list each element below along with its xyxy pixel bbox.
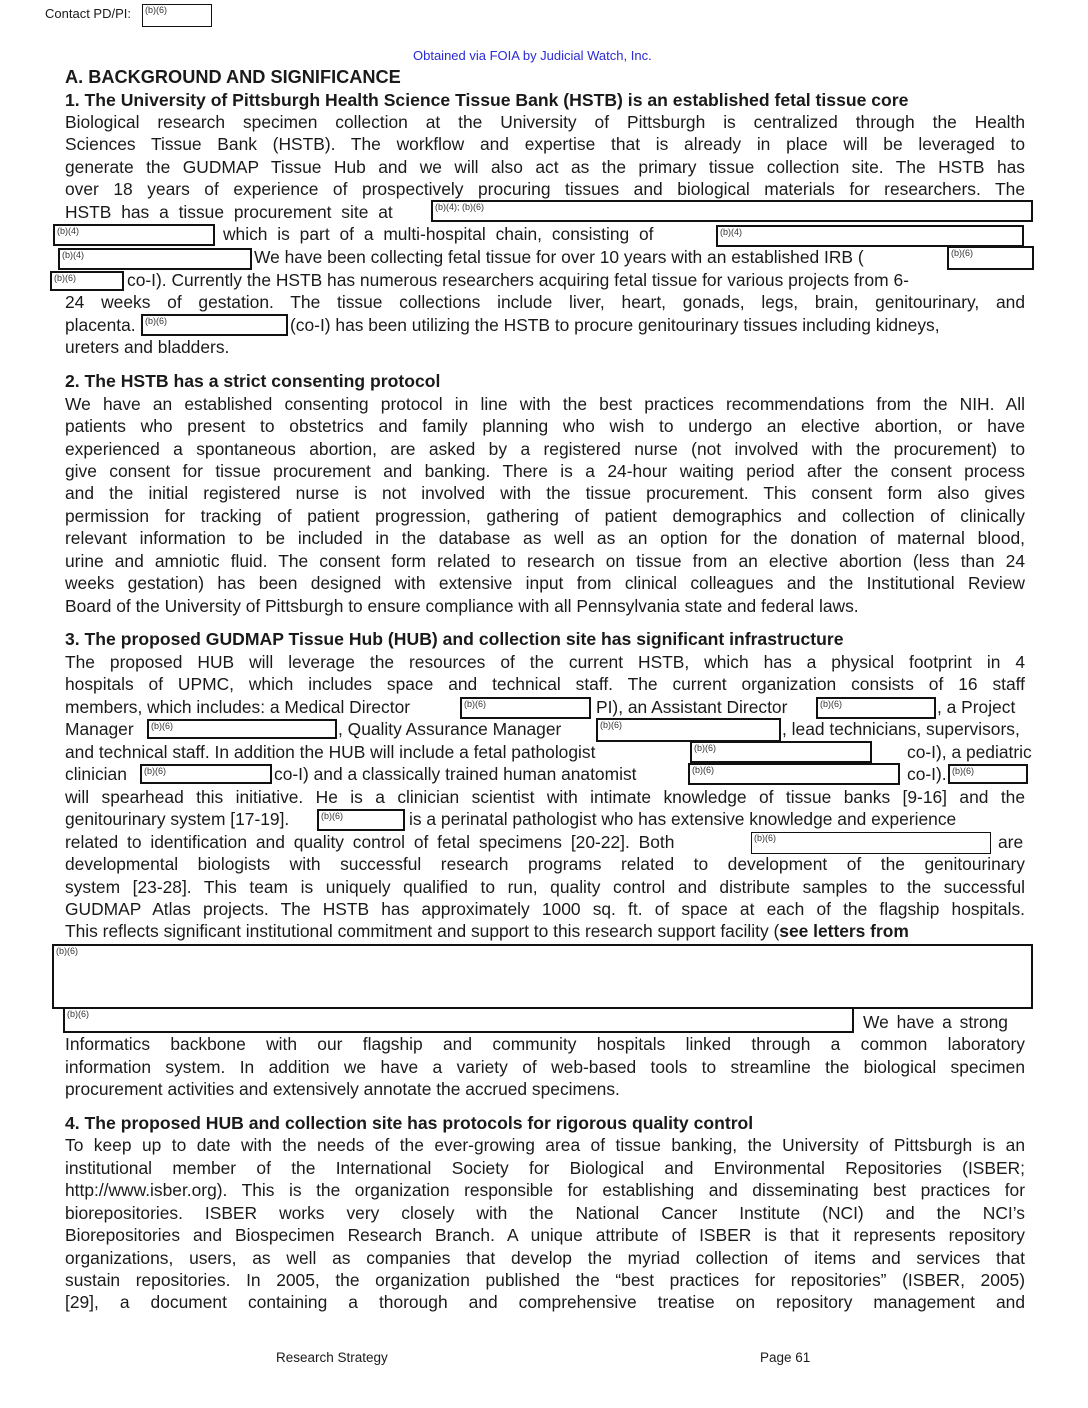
redaction-box — [596, 718, 781, 742]
redaction-code: (b)(6) — [694, 743, 716, 753]
redaction-code: (b)(6) — [692, 765, 714, 775]
s2-line: experienced a spontaneous abortion, are asked by a registered nurse (not involved with the procurement) to — [65, 439, 1025, 459]
redaction-box — [948, 764, 1028, 784]
redaction-box — [140, 764, 272, 784]
s3-text: members, which includes: a Medical Director — [65, 697, 411, 717]
redaction-code: (b)(6) — [144, 766, 166, 776]
s3-text: , a Project — [937, 697, 1016, 717]
redaction-code: (b)(6) — [54, 273, 76, 283]
s2-line: We have an established consenting protocol in line with the best practices recommendations from the NIH. All — [65, 394, 1025, 414]
redaction-box — [716, 225, 1024, 247]
s2-line: Board of the University of Pittsburgh to ensure compliance with all Pennsylvania state and federal laws. — [65, 596, 859, 616]
s3-text: are — [998, 832, 1024, 852]
s3-text-plain: This reflects significant institutional commitment and support to this research support facility ( — [65, 921, 780, 941]
s3-text — [65, 920, 909, 942]
s3-line: procurement activities and extensively annotate the accrued specimens. — [65, 1079, 620, 1099]
s1-line: ureters and bladders. — [65, 337, 230, 357]
redaction-box — [147, 719, 337, 739]
s4-line: Biorepositories and Biospecimen Research Branch. A unique attribute of ISBER is that it represents repository — [65, 1225, 1025, 1245]
s2-line: patients who present to obstetrics and family planning who wish to undergo an elective abortion, or have — [65, 416, 1025, 436]
redaction-code: (b)(6) — [754, 833, 776, 843]
see-letters-bold: see letters from — [779, 921, 909, 941]
redaction-code: (b)(6) — [952, 766, 974, 776]
s1-text: HSTB has a tissue procurement site at — [65, 202, 393, 222]
s1-line: Sciences Tissue Bank (HSTB). The workflow and expertise that is already in place will be leveraged to — [65, 134, 1025, 154]
redaction-box — [63, 1007, 854, 1033]
s3-text: co-I) and a classically trained human anatomist — [274, 764, 637, 784]
s1-line: over 18 years of experience of prospectively procuring tissues and biological materials for researchers. The — [65, 179, 1025, 199]
redaction-code: (b)(6) — [67, 1009, 89, 1019]
s1-line: Biological research specimen collection at the University of Pittsburgh is centralized through the Health — [65, 112, 1025, 132]
s1-text: co-I). Currently the HSTB has numerous researchers acquiring fetal tissue for various projects from 6- — [127, 270, 909, 290]
redaction-box-large — [52, 944, 1033, 1009]
s3-line: information system. In addition we have a variety of web-based tools to streamline the biological specimen — [65, 1057, 1025, 1077]
foia-notice: Obtained via FOIA by Judicial Watch, Inc. — [413, 48, 652, 63]
s3-line: GUDMAP Atlas projects. The HSTB has approximately 1000 sq. ft. of space at each of the flagship hospitals. — [65, 899, 1025, 919]
s3-line: hospitals of UPMC, which includes space and technical staff. The current organization consists of 16 staff — [65, 674, 1025, 694]
s4-line: biorepositories. ISBER works very closely with the National Cancer Institute (NCI) and the NCI’s — [65, 1203, 1025, 1223]
s1-text: which is part of a multi-hospital chain, consisting of — [223, 224, 654, 244]
redaction-box — [690, 741, 872, 763]
s4-line: organizations, users, as well as companies that develop the myriad collection of items and services that — [65, 1248, 1025, 1268]
redaction-code: (b)(6) — [145, 5, 167, 15]
redaction-code: (b)(6) — [951, 248, 973, 258]
footer-section-label: Research Strategy — [276, 1350, 388, 1365]
s4-line: sustain repositories. In 2005, the organization published the “best practices for repositories” (ISBER, 2005) — [65, 1270, 1025, 1290]
redaction-code: (b)(6) — [56, 946, 78, 956]
redaction-box — [751, 832, 991, 854]
s2-heading: 2. The HSTB has a strict consenting protocol — [65, 371, 441, 391]
s3-line: system [23-28]. This team is uniquely qualified to run, quality control and distribute samples to the successful — [65, 877, 1025, 897]
redaction-box — [816, 697, 936, 719]
s4-line: [29], a document containing a thorough and comprehensive treatise on repository management and — [65, 1292, 1025, 1312]
s3-line: will spearhead this initiative. He is a clinician scientist with intimate knowledge of tissue banks [9-16] and the — [65, 787, 1025, 807]
s1-text: (co-I) has been utilizing the HSTB to procure genitourinary tissues including kidneys, — [290, 315, 940, 335]
redaction-code: (b)(6) — [600, 720, 622, 730]
s3-text: and technical staff. In addition the HUB will include a fetal pathologist — [65, 742, 596, 762]
s2-line: permission for tracking of patient progression, gathering of patient demographics and collection of clinically — [65, 506, 1025, 526]
section-title: A. BACKGROUND AND SIGNIFICANCE — [65, 67, 401, 87]
s3-text: clinician — [65, 764, 127, 784]
redaction-code: (b)(4) — [57, 226, 79, 236]
s4-line: http://www.isber.org). This is the organization responsible for establishing and disseminating best practices for — [65, 1180, 1025, 1200]
redaction-code: (b)(4) — [720, 227, 742, 237]
redaction-code: (b)(6) — [464, 699, 486, 709]
s3-text: Manager — [65, 719, 134, 739]
redaction-code: (b)(6) — [145, 316, 167, 326]
s3-text: co-I). — [907, 764, 947, 784]
s3-line: The proposed HUB will leverage the resources of the current HSTB, which has a physical footprint in 4 — [65, 652, 1025, 672]
redaction-box — [431, 200, 1033, 222]
s2-line: and the initial registered nurse is not involved with the tissue procurement. This consent form also gives — [65, 483, 1025, 503]
redaction-box — [141, 314, 288, 336]
s3-text: genitourinary system [17-19]. — [65, 809, 290, 829]
redaction-box — [50, 271, 124, 291]
s1-heading: 1. The University of Pittsburgh Health Science Tissue Bank (HSTB) is an established fetal tissue core — [65, 90, 909, 110]
s1-line: generate the GUDMAP Tissue Hub and we will also act as the primary tissue collection site. The HSTB has — [65, 157, 1025, 177]
redaction-box — [53, 224, 215, 246]
contact-pdpi-label: Contact PD/PI: — [45, 6, 131, 21]
s3-text: co-I), a pediatric — [907, 742, 1032, 762]
redaction-code: (b)(6) — [820, 699, 842, 709]
footer-page-number: Page 61 — [760, 1350, 811, 1365]
s2-line: weeks gestation) has been designed with extensive input from clinical colleagues and the Institutional Review — [65, 573, 1025, 593]
s3-line: developmental biologists with successful research programs related to development of the genitourinary — [65, 854, 1025, 874]
redaction-box — [460, 697, 591, 719]
s2-line: urine and amniotic fluid. The consent form related to research on tissue from an elective abortion (less than 24 — [65, 551, 1025, 571]
redaction-box — [317, 809, 405, 831]
s1-text: We have been collecting fetal tissue for over 10 years with an established IRB ( — [254, 247, 864, 267]
redaction-code: (b)(4) — [62, 250, 84, 260]
s2-line: relevant information to be included in the database as well as an option for the donation of maternal blood, — [65, 528, 1025, 548]
s3-text: related to identification and quality control of fetal specimens [20-22]. Both — [65, 832, 675, 852]
s3-text: , lead technicians, supervisors, — [782, 719, 1020, 739]
s4-line: To keep up to date with the needs of the ever-growing area of tissue banking, the University of Pittsburgh is an — [65, 1135, 1025, 1155]
s1-text: placenta. — [65, 315, 136, 335]
s4-line: institutional member of the International Society for Biological and Environmental Repositories (ISBER; — [65, 1158, 1025, 1178]
s3-heading: 3. The proposed GUDMAP Tissue Hub (HUB) and collection site has significant infrastructure — [65, 629, 844, 649]
redaction-code: (b)(6) — [321, 811, 343, 821]
s3-text: PI), an Assistant Director — [596, 697, 788, 717]
redaction-box — [947, 246, 1034, 270]
redaction-box-contact — [142, 4, 212, 27]
redaction-box — [58, 248, 252, 270]
redaction-code: (b)(4); (b)(6) — [435, 202, 484, 212]
redaction-code: (b)(6) — [151, 721, 173, 731]
s3-text: is a perinatal pathologist who has extensive knowledge and experience — [409, 809, 957, 829]
s3-text: , Quality Assurance Manager — [338, 719, 562, 739]
s1-line: 24 weeks of gestation. The tissue collections include liver, heart, gonads, legs, brain, genitourinary, and — [65, 292, 1025, 312]
redaction-box — [688, 763, 900, 785]
s4-heading: 4. The proposed HUB and collection site has protocols for rigorous quality control — [65, 1113, 754, 1133]
s3-text: We have a strong — [863, 1012, 1008, 1032]
s3-line: Informatics backbone with our flagship and community hospitals linked through a common laboratory — [65, 1034, 1025, 1054]
s2-line: give consent for tissue procurement and banking. There is a 24-hour waiting period after the consent process — [65, 461, 1025, 481]
